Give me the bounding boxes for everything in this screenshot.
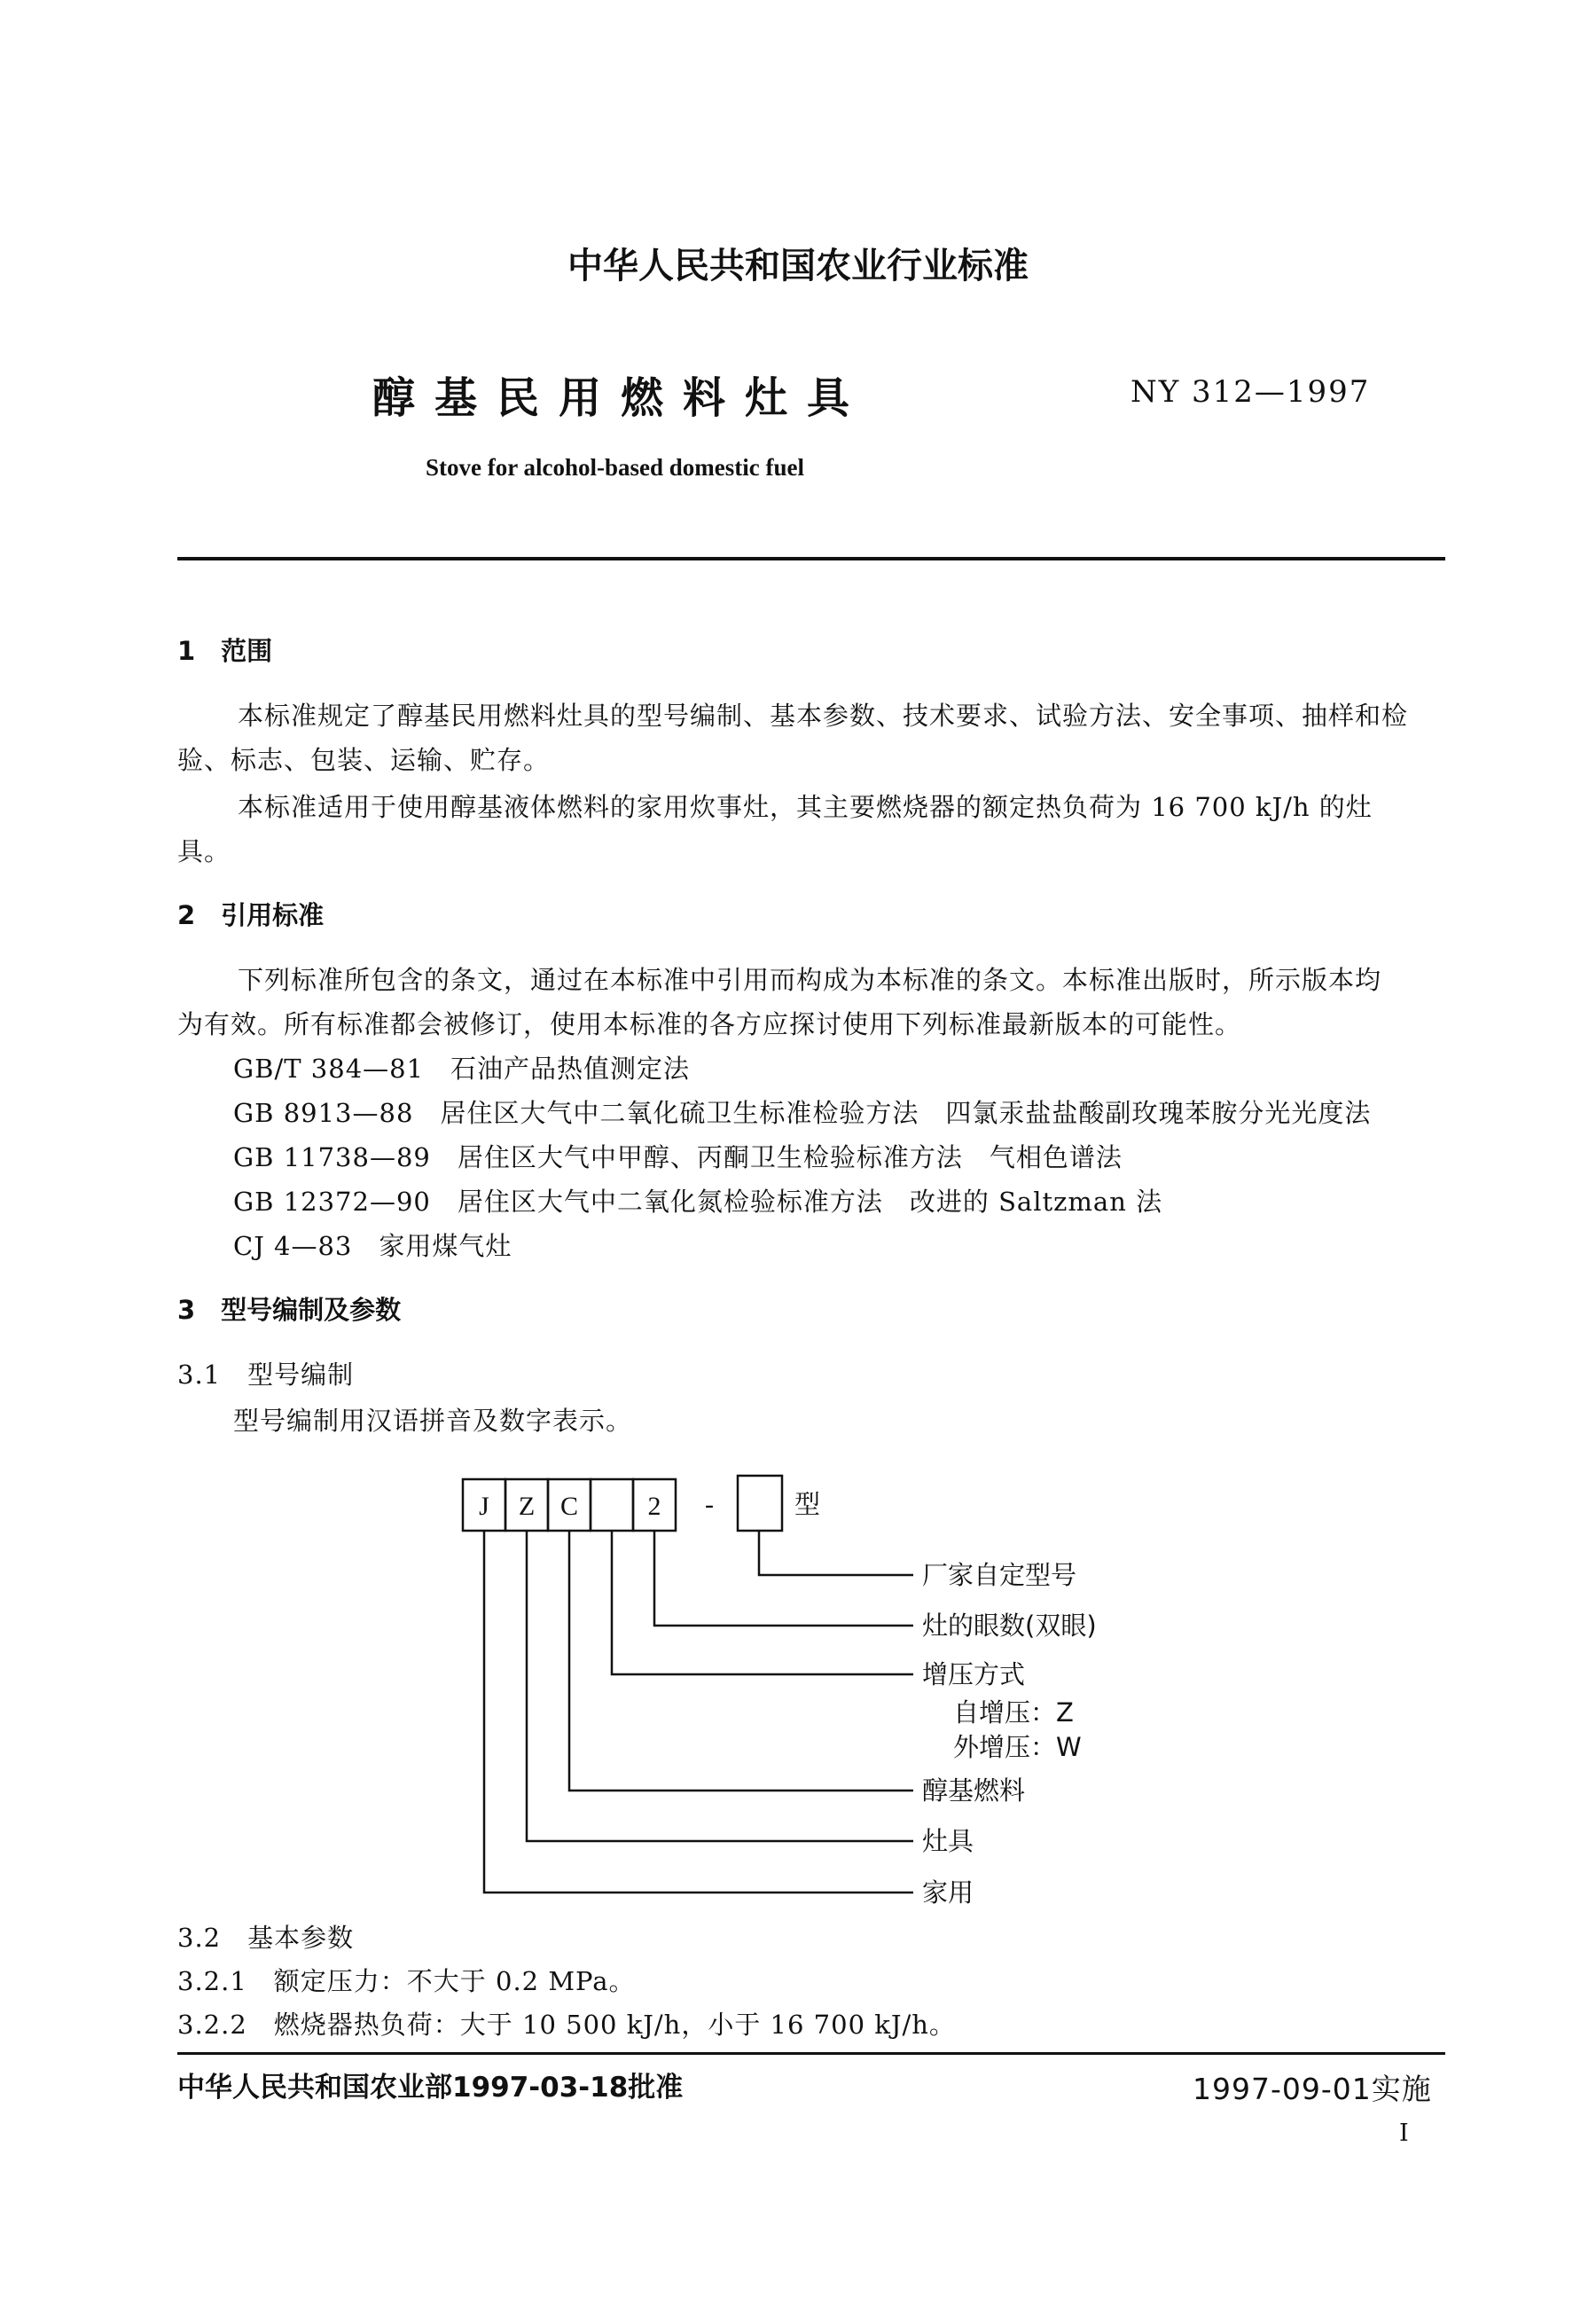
code-letter: C (559, 1492, 579, 1521)
approval-statement: 中华人民共和国农业部1997-03-18批准 (177, 2072, 684, 2104)
connector-household (484, 1531, 913, 1893)
reference-item: GB/T 384—81 石油产品热值测定法 (233, 1054, 691, 1084)
connector-pressure (612, 1531, 913, 1674)
effective-date: 1997-09-01实施 (1193, 2072, 1432, 2106)
code-suffix: 型 (794, 1489, 821, 1519)
section-3-heading: 3 型号编制及参数 (177, 1295, 402, 1325)
standard-title-en: Stove for alcohol-based domestic fuel (426, 454, 804, 481)
reference-item: GB 8913—88 居住区大气中二氧化硫卫生标准检验方法 四氯汞盐盐酸副玫瑰苯胺分光光度法 (233, 1098, 1372, 1128)
label-household: 家用 (922, 1877, 974, 1908)
section-1-paragraph-2-cont: 具。 (177, 836, 231, 866)
label-factory-model: 厂家自定型号 (922, 1560, 1077, 1590)
label-alcohol-fuel: 醇基燃料 (922, 1775, 1026, 1806)
connector-fuel (569, 1531, 913, 1791)
section-3-2-1: 3.2.1 额定压力：不大于 0.2 MPa。 (177, 1966, 636, 1996)
code-letter: 2 (647, 1492, 661, 1521)
code-letter: J (479, 1492, 489, 1521)
code-box-factory (738, 1476, 782, 1531)
code-letter: Z (518, 1492, 536, 1521)
reference-item: GB 12372—90 居住区大气中二氧化氮检验标准方法 改进的 Saltzman 法 (233, 1187, 1163, 1217)
section-3-1-heading: 3.1 型号编制 (177, 1360, 355, 1390)
label-burner-count: 灶的眼数(双眼) (922, 1610, 1097, 1641)
label-pressure-method: 增压方式 (922, 1659, 1026, 1689)
code-box-4 (591, 1479, 633, 1531)
section-1-heading: 1 范围 (177, 636, 273, 666)
footer-rule (177, 2052, 1445, 2055)
section-1-paragraph-1: 本标准规定了醇基民用燃料灶具的型号编制、基本参数、技术要求、试验方法、安全事项、抽样和检 (238, 701, 1409, 731)
country-standard-heading: 中华人民共和国农业行业标准 (567, 246, 1029, 286)
connector-burners (654, 1531, 913, 1626)
page-number: I (1399, 2120, 1409, 2147)
section-1-paragraph-2: 本标准适用于使用醇基液体燃料的家用炊事灶，其主要燃烧器的额定热负荷为 16 700 kJ/h 的灶 (238, 792, 1373, 822)
section-2-paragraph: 下列标准所包含的条文，通过在本标准中引用而构成为本标准的条文。本标准出版时，所示版本均 (238, 965, 1382, 995)
connector-stove (527, 1531, 913, 1841)
section-1-paragraph-1-cont: 验、标志、包装、运输、贮存。 (177, 745, 551, 775)
section-3-1-text: 型号编制用汉语拼音及数字表示。 (233, 1406, 633, 1436)
section-3-2-heading: 3.2 基本参数 (177, 1923, 355, 1953)
section-3-2-2: 3.2.2 燃烧器热负荷：大于 10 500 kJ/h，小于 16 700 kJ/h。 (177, 2010, 956, 2040)
section-2-paragraph-cont: 为有效。所有标准都会被修订，使用本标准的各方应探讨使用下列标准最新版本的可能性。 (177, 1009, 1242, 1039)
connector-factory (759, 1531, 913, 1575)
section-2-heading: 2 引用标准 (177, 900, 325, 930)
reference-item: CJ 4—83 家用煤气灶 (233, 1231, 512, 1261)
reference-item: GB 11738—89 居住区大气中甲醇、丙酮卫生检验标准方法 气相色谱法 (233, 1142, 1123, 1172)
label-self-pressure: 自增压：Z (953, 1697, 1074, 1728)
standard-title-cn: 醇基民用燃料灶具 (372, 373, 870, 423)
standard-code: NY 312—1997 (1130, 374, 1371, 410)
label-external-pressure: 外增压：W (953, 1732, 1082, 1762)
label-stove: 灶具 (922, 1826, 974, 1856)
code-dash: - (705, 1490, 714, 1519)
